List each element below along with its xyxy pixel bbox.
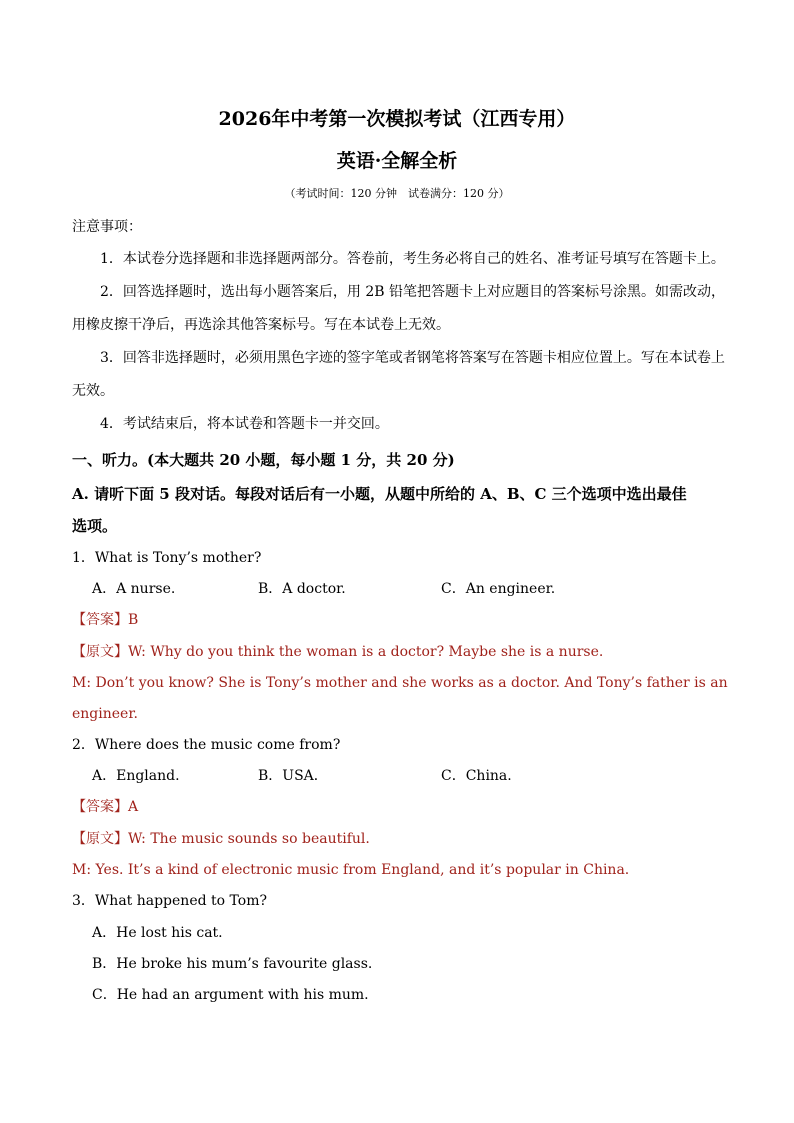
section-1-heading: 一、听力。(本大题共 20 小题，每小题 1 分，共 20 分) — [72, 451, 455, 469]
exam-info: （考试时间：120 分钟 试卷满分：120 分） — [284, 187, 510, 200]
question-3-stem: 3．What happened to Tom? — [72, 893, 267, 909]
note-item-3-line-2: 无效。 — [72, 383, 114, 399]
question-2-option-a: A．England. — [92, 768, 180, 784]
note-item-3-line-1: 3．回答非选择题时，必须用黑色字迹的签字笔或者钢笔将答案写在答题卡相应位置上。写在本试卷上 — [100, 350, 725, 366]
question-3-option-a: A．He lost his cat. — [92, 925, 223, 941]
transcript-tag: 【原文】 — [72, 644, 128, 660]
question-2-option-b: B．USA． — [258, 768, 328, 784]
note-item-4: 4．考试结束后，将本试卷和答题卡一并交回。 — [100, 416, 389, 432]
question-3-option-c: C．He had an argument with his mum. — [92, 987, 369, 1003]
page-title: 2026年中考第一次模拟考试（江西专用） — [218, 108, 576, 130]
question-2-transcript-line-1 — [72, 830, 370, 848]
question-2-option-c: C．China. — [441, 768, 512, 784]
part-a-instruction-line-1: A. 请听下面 5 段对话。每段对话后有一小题，从题中所给的 A、B、C 三个选项中选出最佳 — [72, 485, 687, 503]
transcript-tag: 【原文】 — [72, 831, 128, 847]
question-1-option-a: A．A nurse. — [92, 581, 176, 597]
notes-heading: 注意事项： — [72, 219, 142, 235]
note-item-2-line-1: 2．回答选择题时，选出每小题答案后，用 2B 铅笔把答题卡上对应题目的答案标号涂黑。如需改动， — [100, 284, 726, 300]
answer-tag: 【答案】 — [72, 799, 128, 815]
part-a-instruction-line-2: 选项。 — [72, 517, 118, 535]
note-item-1: 1．本试卷分选择题和非选择题两部分。答卷前，考生务必将自己的姓名、准考证号填写在答题卡上。 — [100, 251, 725, 267]
question-1-transcript-line-1 — [72, 643, 603, 661]
page-subtitle: 英语·全解全析 — [336, 150, 458, 172]
answer-tag: 【答案】 — [72, 612, 128, 628]
question-1-stem: 1．What is Tony’s mother? — [72, 550, 262, 566]
note-item-2-line-2: 用橡皮擦干净后，再选涂其他答案标号。写在本试卷上无效。 — [72, 317, 450, 333]
question-1-transcript-line-3: engineer. — [72, 706, 138, 722]
answer-value: A — [128, 799, 139, 815]
question-1-option-c: C．An engineer. — [441, 581, 556, 597]
question-2-stem: 2．Where does the music come from? — [72, 737, 341, 753]
question-1-answer — [72, 611, 138, 629]
question-1-option-b: B．A doctor. — [258, 581, 346, 597]
question-2-answer — [72, 798, 138, 816]
answer-value: B — [128, 612, 139, 628]
question-1-transcript-line-2: M: Don’t you know? She is Tony’s mother and she works as a doctor. And Tony’s father is an — [72, 675, 728, 691]
question-3-option-b: B．He broke his mum’s favourite glass. — [92, 956, 373, 972]
question-2-transcript-line-2: M: Yes. It’s a kind of electronic music from England, and it’s popular in China. — [72, 862, 630, 878]
transcript-text: W: Why do you think the woman is a doctor? Maybe she is a nurse. — [128, 644, 604, 660]
transcript-text: W: The music sounds so beautiful. — [128, 831, 370, 847]
